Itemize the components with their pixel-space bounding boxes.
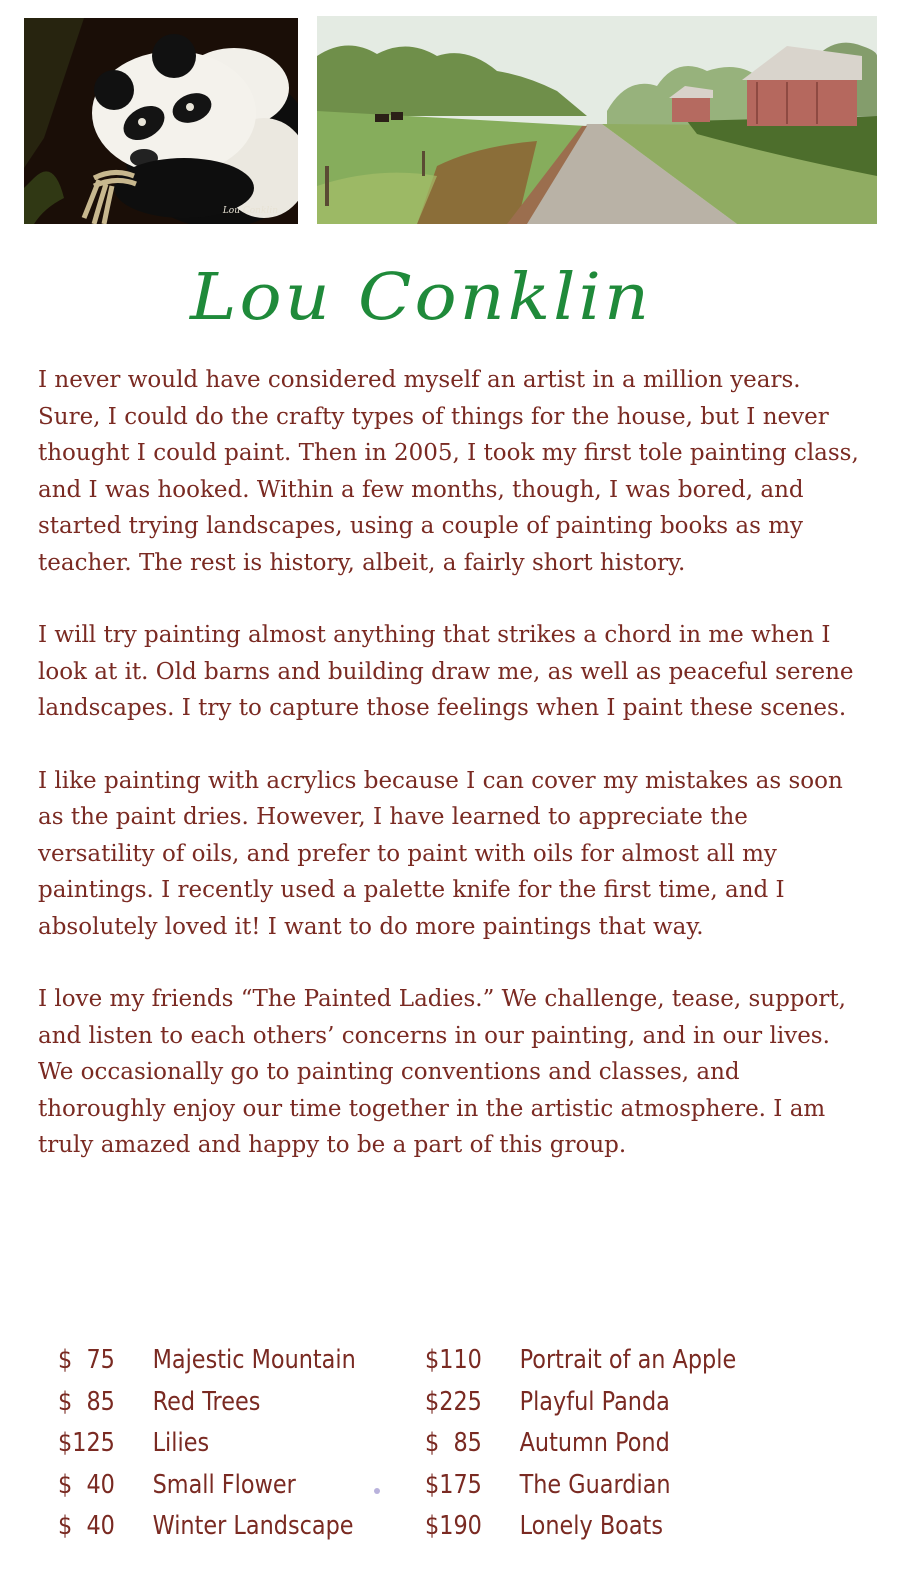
price-row	[58, 1423, 356, 1465]
panda-painting-art	[24, 18, 298, 224]
price: $225	[425, 1386, 482, 1417]
painting-name: Majestic Mountain	[152, 1345, 356, 1375]
painting-name: Red Trees	[152, 1386, 261, 1417]
painting-name: Lonely Boats	[519, 1511, 663, 1541]
price-row	[425, 1506, 736, 1548]
bio-paragraph: I never would have considered myself an artist in a million years. Sure, I could do the crafty types of things for the house, but I never thought I could paint. Then in 2005, I took my first tole painting class, and I was hooked. Within a few months, though, I was bored, and started trying landscapes, using a couple of painting books as my teacher. The rest is history, albeit, a fairly short history.	[38, 367, 859, 576]
price-row	[58, 1465, 356, 1507]
price: $110	[425, 1345, 482, 1375]
price: $190	[425, 1511, 482, 1541]
painting-name: Portrait of an Apple	[519, 1345, 737, 1375]
painting-name: Small Flower	[152, 1469, 296, 1500]
price-row	[58, 1340, 356, 1382]
price-row	[58, 1506, 356, 1548]
stray-dot	[374, 1488, 380, 1494]
farm-road-landscape-painting	[317, 16, 877, 224]
artist-bio	[38, 362, 868, 1200]
bio-paragraph: I will try painting almost anything that strikes a chord in me when I look at it. Old barns and building draw me, as well as peaceful serene landscapes. I try to capture those feelings when I paint these scenes.	[38, 622, 854, 721]
price-row	[425, 1340, 736, 1382]
painting-name: Playful Panda	[519, 1386, 670, 1417]
price: $ 40	[58, 1511, 115, 1541]
panda-painting	[24, 18, 298, 224]
price-row	[58, 1382, 356, 1424]
price-row	[425, 1465, 736, 1507]
painting-name: Lilies	[152, 1428, 210, 1458]
price: $175	[425, 1469, 482, 1500]
painting-name: Autumn Pond	[519, 1428, 670, 1458]
landscape-art	[317, 16, 877, 224]
price: $ 75	[58, 1345, 115, 1375]
painting-name: The Guardian	[519, 1469, 671, 1500]
bio-paragraph: I love my friends “The Painted Ladies.” We challenge, tease, support, and listen to each others’ concerns in our painting, and in our lives. We occasionally go to painting conventions and classes, and thoroughly enjoy our time together in the artistic atmosphere. I am truly amazed and happy to be a part of this group.	[38, 986, 846, 1158]
price-row	[425, 1382, 736, 1424]
page-title: Lou Conklin	[190, 259, 653, 335]
price-list-left	[58, 1340, 356, 1548]
bio-paragraph: I like painting with acrylics because I can cover my mistakes as soon as the paint dries. However, I have learned to appreciate the versatility of oils, and prefer to paint with oils for almost all my paintings. I recently used a palette knife for the first time, and I absolutely loved it! I want to do more paintings that way.	[38, 767, 843, 940]
price: $ 85	[58, 1386, 115, 1417]
price: $ 40	[58, 1469, 115, 1500]
painting-name: Winter Landscape	[152, 1511, 354, 1541]
price-list-right	[425, 1340, 736, 1548]
price: $125	[58, 1428, 115, 1458]
price: $ 85	[425, 1428, 482, 1458]
signature: Lou Conklin	[222, 206, 278, 216]
price-row	[425, 1423, 736, 1465]
